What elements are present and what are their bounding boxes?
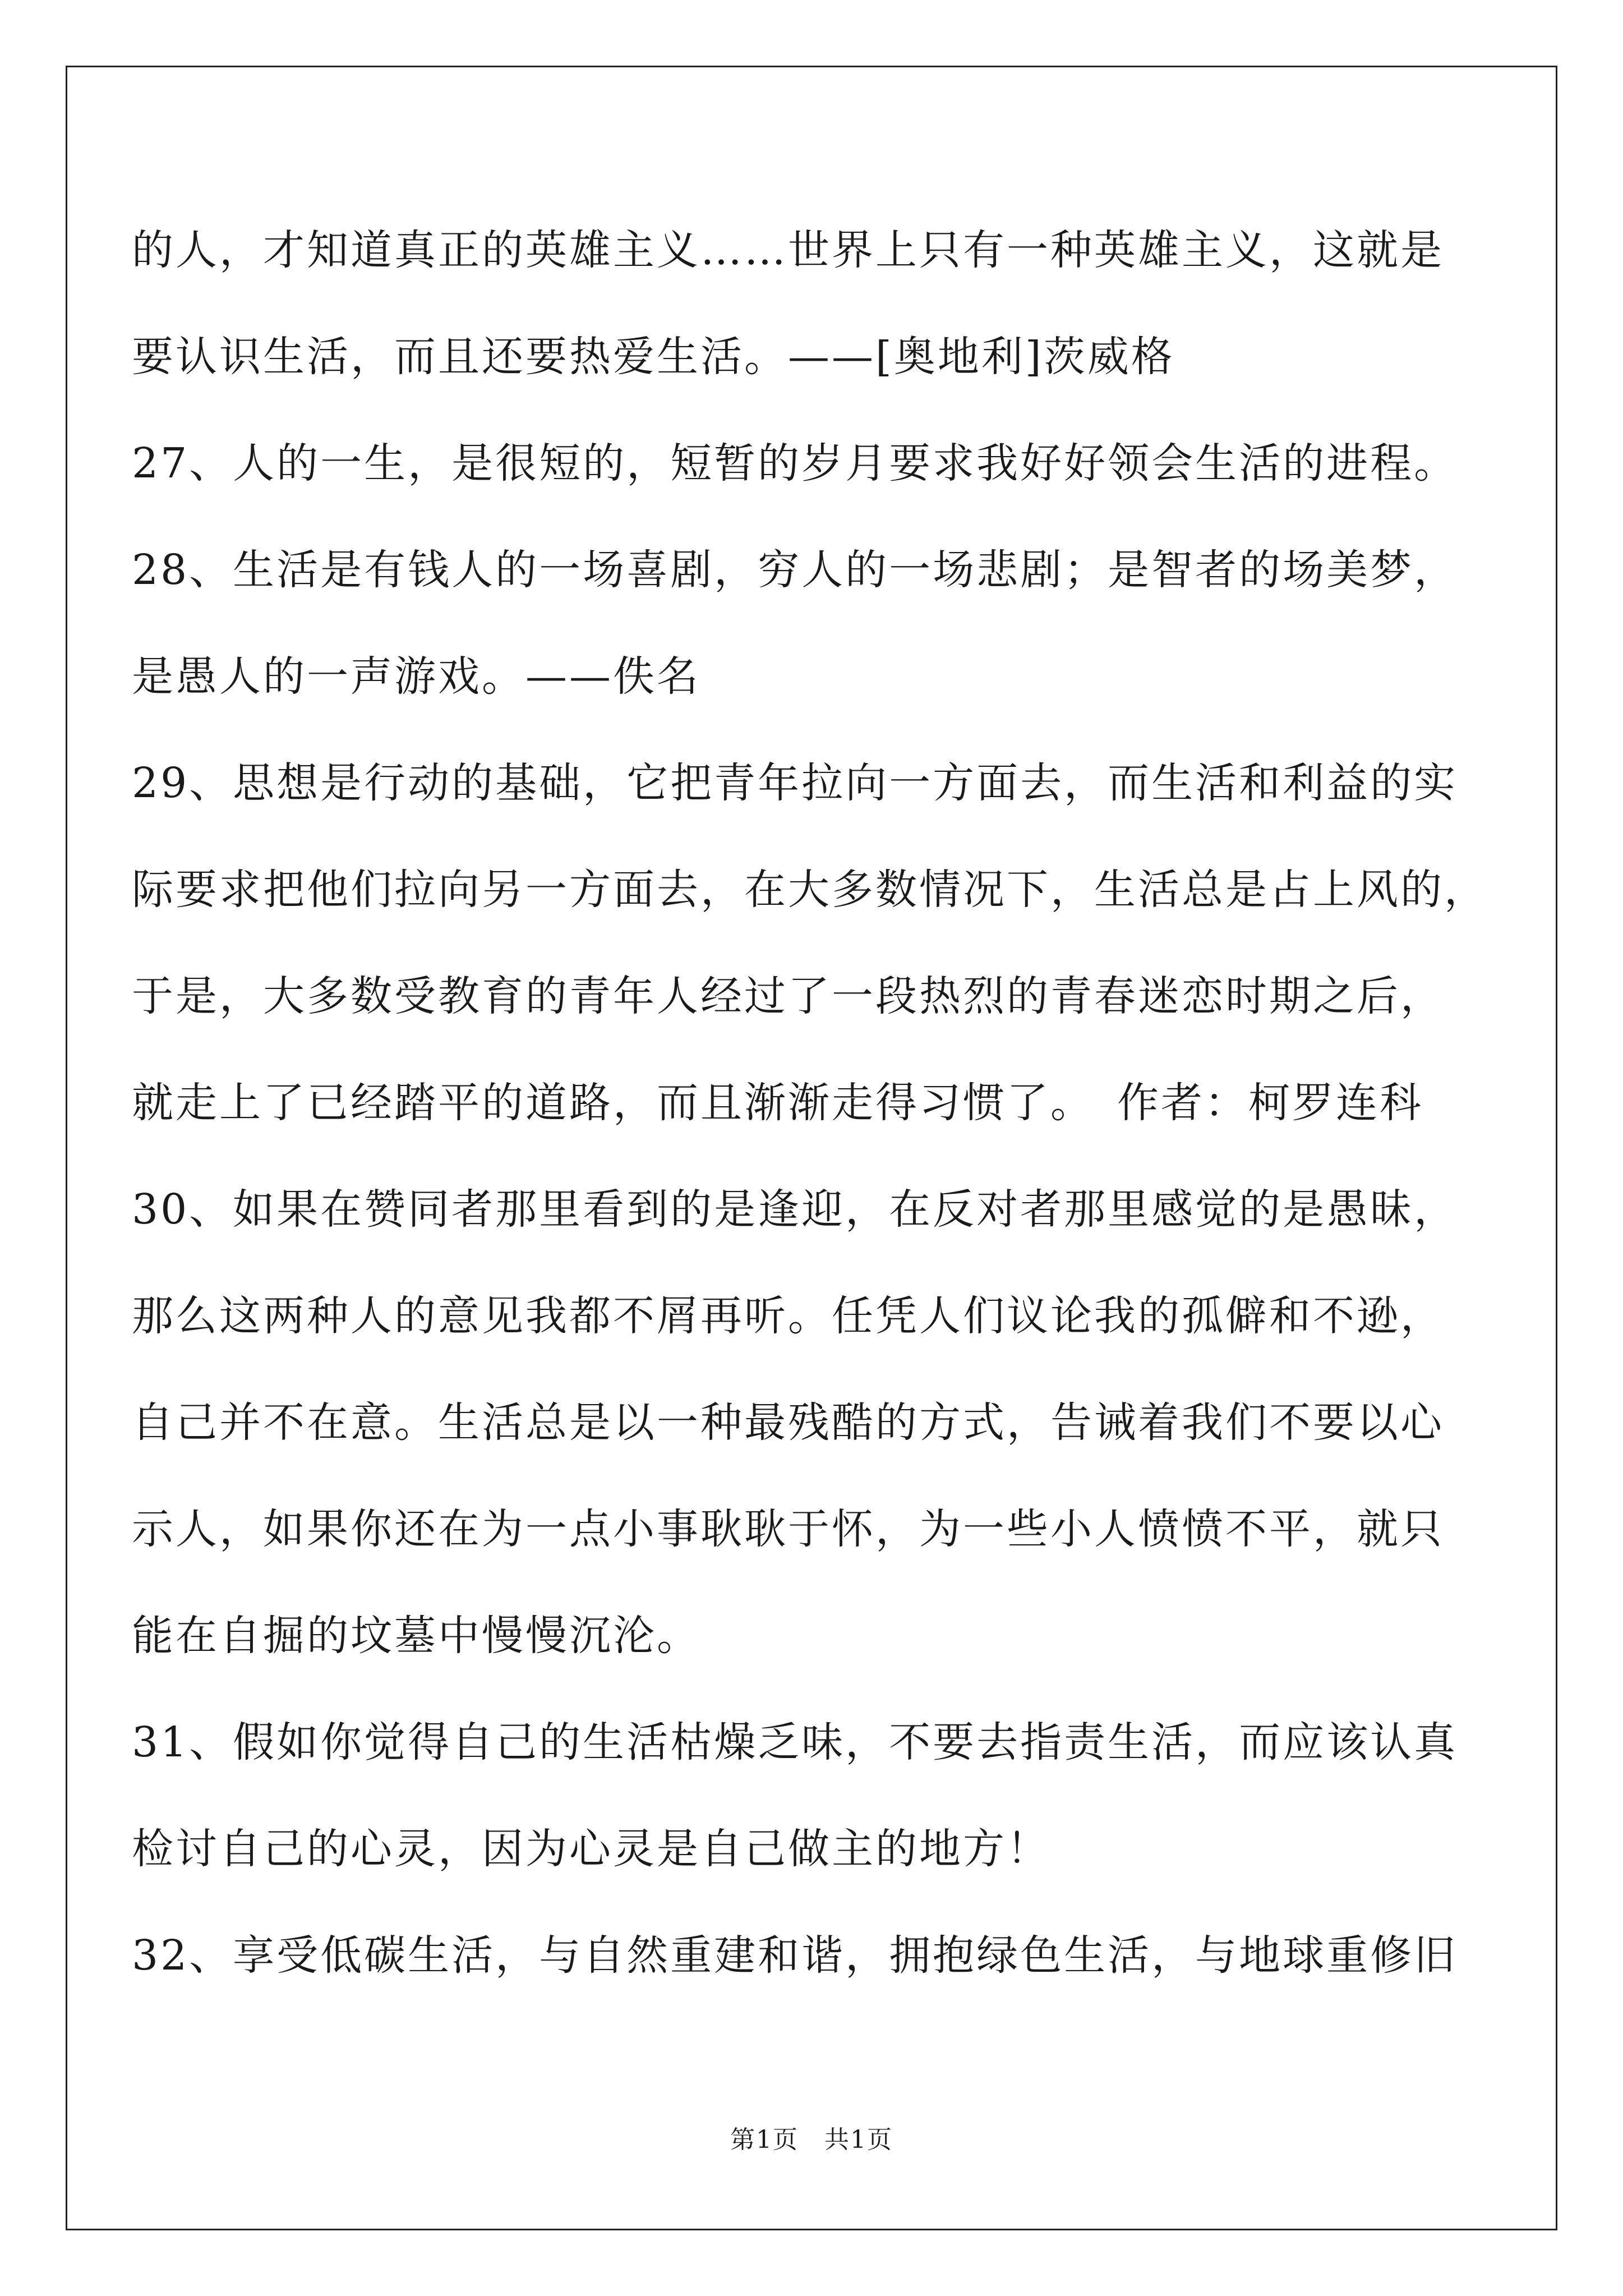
text-line: 能在自掘的坟墓中慢慢沉沦。 bbox=[132, 1612, 700, 1660]
text-line: 30、如果在赞同者那里看到的是逢迎，在反对者那里感觉的是愚昧， bbox=[132, 1185, 1458, 1234]
text-line: 那么这两种人的意见我都不屑再听。任凭人们议论我的孤僻和不逊， bbox=[132, 1292, 1444, 1340]
text-line: 于是，大多数受教育的青年人经过了一段热烈的青春迷恋时期之后， bbox=[132, 972, 1444, 1020]
text-line: 29、思想是行动的基础，它把青年拉向一方面去，而生活和利益的实 bbox=[132, 759, 1458, 807]
text-line: 示人，如果你还在为一点小事耿耿于怀，为一些小人愤愤不平，就只 bbox=[132, 1505, 1444, 1553]
text-line: 就走上了已经踏平的道路，而且渐渐走得习惯了。 作者：柯罗连科 bbox=[132, 1079, 1423, 1127]
text-line: 要认识生活，而且还要热爱生活。——[奥地利]茨威格 bbox=[132, 333, 1175, 381]
page-border bbox=[66, 66, 1557, 2230]
text-line: 32、享受低碳生活，与自然重建和谐，拥抱绿色生活，与地球重修旧 bbox=[132, 1931, 1458, 1980]
text-line: 27、人的一生，是很短的，短暂的岁月要求我好好领会生活的进程。 bbox=[132, 439, 1458, 487]
text-line: 自己并不在意。生活总是以一种最残酷的方式，告诫着我们不要以心 bbox=[132, 1398, 1444, 1447]
text-line: 31、假如你觉得自己的生活枯燥乏味，不要去指责生活，而应该认真 bbox=[132, 1718, 1458, 1766]
text-line: 际要求把他们拉向另一方面去，在大多数情况下，生活总是占上风的， bbox=[132, 866, 1488, 914]
page-number: 第1页 共1页 bbox=[730, 2125, 893, 2154]
text-line: 检讨自己的心灵，因为心灵是自己做主的地方！ bbox=[132, 1825, 1050, 1873]
text-line: 28、生活是有钱人的一场喜剧，穷人的一场悲剧；是智者的场美梦， bbox=[132, 546, 1458, 594]
text-line: 是愚人的一声游戏。——佚名 bbox=[132, 652, 700, 701]
text-line: 的人，才知道真正的英雄主义……世界上只有一种英雄主义，这就是 bbox=[132, 226, 1444, 274]
